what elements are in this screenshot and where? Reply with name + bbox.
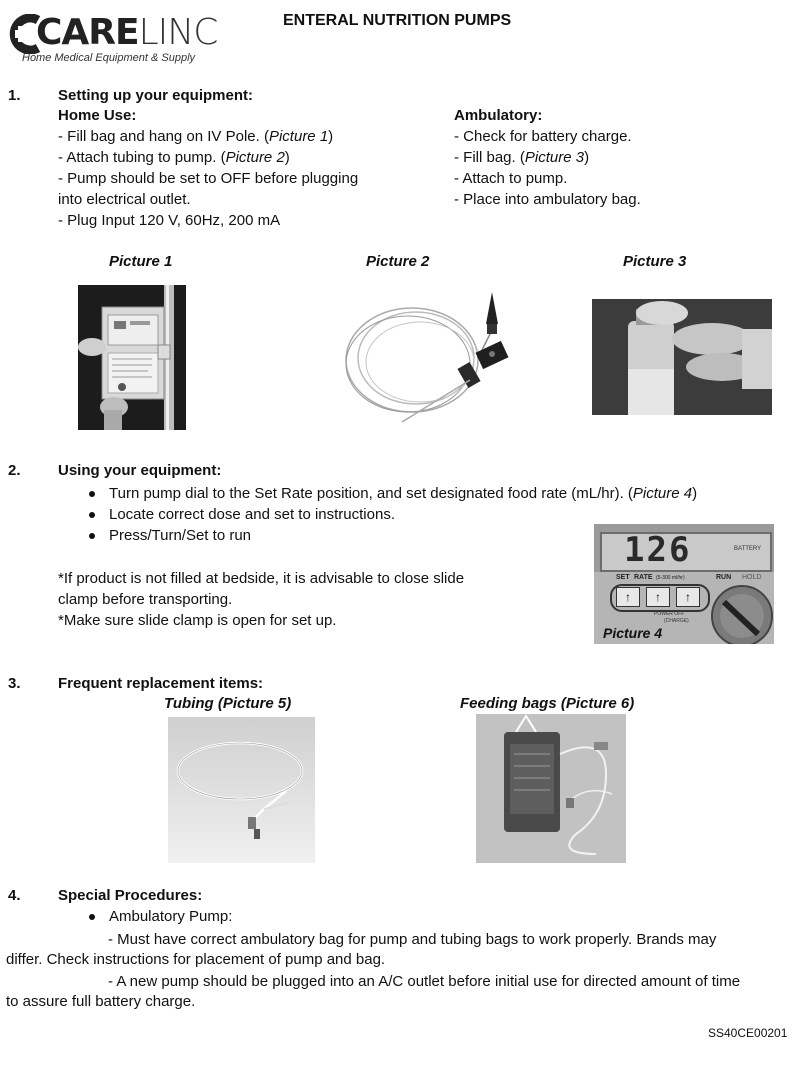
pump-arrow-button-2: ↑	[646, 587, 670, 607]
picture-2-tubing	[342, 290, 524, 426]
section3-heading: Frequent replacement items:	[58, 675, 264, 692]
section3-number: 3.	[8, 675, 21, 692]
logo	[6, 12, 218, 64]
home-line-2: - Attach tubing to pump. (Picture 2)	[58, 149, 290, 166]
note-2: *Make sure slide clamp is open for set up.	[58, 612, 337, 629]
home-line-4: into electrical outlet.	[58, 191, 191, 208]
section4-number: 4.	[8, 887, 21, 904]
pump-arrow-button-1: ↑	[616, 587, 640, 607]
section4-bullet: Ambulatory Pump:	[89, 907, 232, 927]
section4-para-1a: - Must have correct ambulatory bag for pump and tubing bags to work properly. Brands may	[108, 931, 717, 948]
pump-dial-icon	[710, 582, 774, 644]
picture-6-feeding-bags	[476, 714, 626, 863]
picture-4-pump-display	[594, 524, 774, 644]
pump-range-label: (5-300 ml/hr)	[656, 575, 685, 581]
footer-document-code: SS40CE00201	[708, 1026, 788, 1040]
section4-heading: Special Procedures:	[58, 887, 203, 904]
section2-number: 2.	[8, 462, 21, 479]
home-line-5: - Plug Input 120 V, 60Hz, 200 mA	[58, 212, 281, 229]
section1-number: 1.	[8, 87, 21, 104]
pump-reading: 126	[624, 530, 692, 570]
section1-heading: Setting up your equipment:	[58, 87, 253, 104]
pump-arrow-button-3: ↑	[676, 587, 700, 607]
ambulatory-line-1: - Check for battery charge.	[454, 128, 632, 145]
picture-3-caption: Picture 3	[623, 253, 687, 270]
page-title: ENTERAL NUTRITION PUMPS	[283, 12, 512, 29]
section2-bullet-2: Locate correct dose and set to instructions.	[89, 505, 395, 525]
bullet-icon	[89, 512, 95, 518]
home-use-heading: Home Use:	[58, 107, 137, 124]
pump-hold-label: HOLD	[742, 574, 762, 581]
pump-power-label: POWER OFF	[654, 611, 685, 617]
ambulatory-line-3: - Attach to pump.	[454, 170, 568, 187]
picture-3-filling-bag	[592, 299, 772, 415]
section4-para-1b: differ. Check instructions for placement of pump and bag.	[6, 951, 386, 968]
pump-rate-label: RATE	[634, 574, 653, 581]
pump-charge-label: (CHARGE)	[664, 618, 689, 624]
feeding-bags-caption: Feeding bags (Picture 6)	[460, 695, 635, 712]
picture-2-caption: Picture 2	[366, 253, 430, 270]
tubing-caption: Tubing (Picture 5)	[164, 695, 292, 712]
note-1a: *If product is not filled at bedside, it is advisable to close slide	[58, 570, 465, 587]
pump-battery-label: BATTERY	[734, 546, 762, 552]
pump-run-label: RUN	[716, 574, 732, 581]
bullet-icon	[89, 533, 95, 539]
section4-para-2b: to assure full battery charge.	[6, 993, 196, 1010]
ambulatory-line-2: - Fill bag. (Picture 3)	[454, 149, 590, 166]
section2-heading: Using your equipment:	[58, 462, 222, 479]
logo-brand-light: LINC	[138, 12, 218, 53]
bullet-icon	[89, 914, 95, 920]
ambulatory-line-4: - Place into ambulatory bag.	[454, 191, 641, 208]
picture-1-pump-on-pole	[78, 285, 186, 430]
logo-brand-bold: CARE	[36, 12, 139, 53]
picture-1-caption: Picture 1	[109, 253, 173, 270]
picture-4-caption: Picture 4	[603, 625, 663, 641]
section2-bullet-3: Press/Turn/Set to run	[89, 526, 251, 546]
ambulatory-heading: Ambulatory:	[454, 107, 543, 124]
home-line-1: - Fill bag and hang on IV Pole. (Picture 1)	[58, 128, 334, 145]
bullet-icon	[89, 491, 95, 497]
logo-tagline: Home Medical Equipment & Supply	[22, 52, 196, 64]
section2-bullet-1: Turn pump dial to the Set Rate position, and set designated food rate (mL/hr). (Picture 4)	[89, 484, 697, 504]
section4-para-2a: - A new pump should be plugged into an A/C outlet before initial use for directed amount of time	[108, 973, 741, 990]
home-line-3: - Pump should be set to OFF before plugging	[58, 170, 359, 187]
note-1b: clamp before transporting.	[58, 591, 233, 608]
pump-set-label: SET	[616, 574, 630, 581]
picture-5-tubing	[168, 717, 315, 863]
